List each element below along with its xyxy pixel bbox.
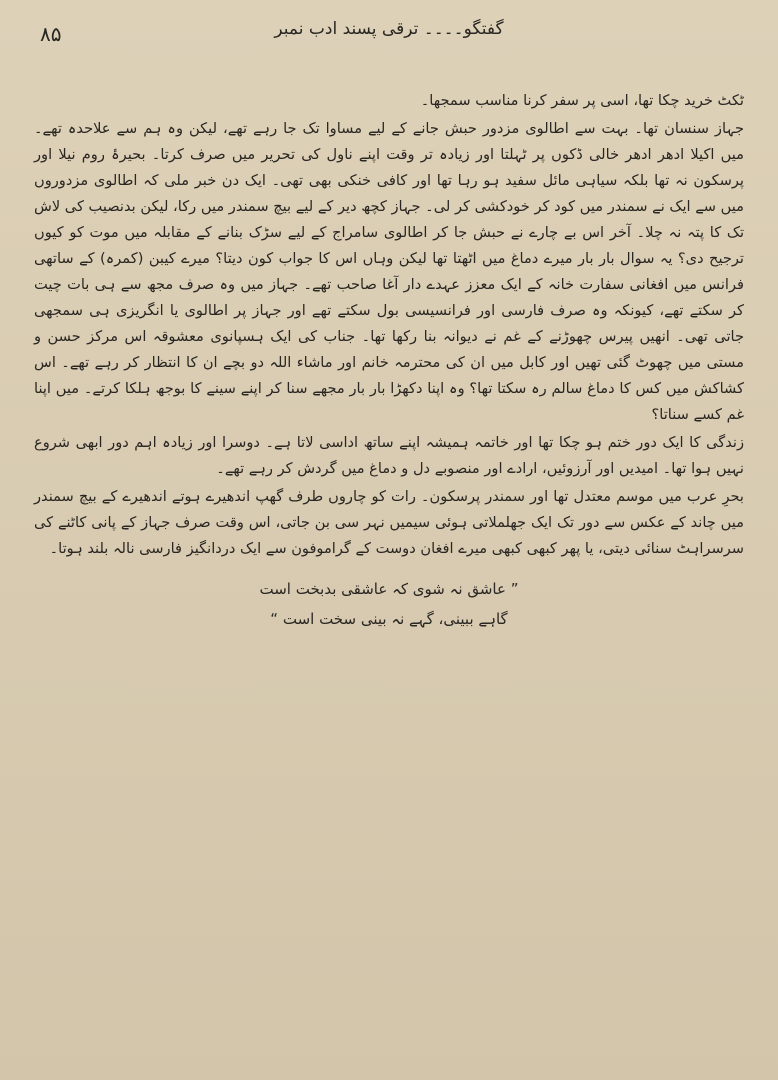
- page-header: [30, 12, 748, 52]
- paragraph: ٹکٹ خرید چکا تھا، اسی پر سفر کرنا مناسب سمجھا۔: [420, 92, 744, 109]
- verse-line: ” عاشق نہ شوی کہ عاشقی بدبخت است: [259, 580, 519, 598]
- paragraph: بحرِ عرب میں موسم معتدل تھا اور سمندر پرسکون۔ رات کو چاروں طرف گھپ اندھیرے ہوتے اندھیرے کے بیچ سمندر میں چاند کے عکس سے دور تک ایک جھلملاتی ہوئی سیمیں نہر سی بن جاتی، اس وقت صرف جہاز کے پانی کاٹنے کی سرسراہٹ سنائی دیتی، یا پھر کبھی کبھی میرے افغان دوست کے گراموفون سے ایک دردانگیز فارسی نالہ بلند ہوتا۔: [34, 488, 744, 557]
- running-head: گفتگو۔۔۔۔ ترقی پسند ادب نمبر: [274, 19, 504, 39]
- persian-couplet: [34, 574, 744, 634]
- page-number: ۸۵: [40, 22, 62, 46]
- paragraph: جہاز سنسان تھا۔ بہت سے اطالوی مزدور حبش جانے کے لیے مساوا تک جا رہے تھے، لیکن وہ ہم سے علاحدہ تھے۔ میں اکیلا ادھر ادھر خالی ڈکوں پر ٹہلتا اور زیادہ تر وقت اپنے ناول کی تحریر میں صرف کرتا۔ بحیرۂ روم نیلا اور پرسکون نہ تھا بلکہ سیاہی مائل سفید ہو رہا تھا اور کافی خنکی بھی تھی۔ ایک دن خبر ملی کہ اطالوی مزدوروں میں سے ایک نے سمندر میں کود کر خودکشی کر لی۔ جہاز کچھ دیر کے لیے بیچ سمندر میں رکا، لیکن بدنصیب کی لاش تک کا پتہ نہ چلا۔ آخر اس بے چارے نے حبش جا کر اطالوی سامراج کے لیے سڑک بنانے کے مقابلہ میں موت کو کیوں ترجیح دی؟ یہ سوال بار بار میرے دماغ میں اٹھتا تھا لیکن وہاں اس کا جواب کون دیتا؟ میرے کیبن (کمرہ) کے ساتھی فرانس میں افغانی سفارت خانہ کے ایک معزز عہدے دار آغا صاحب تھے۔ جہاز میں وہ صرف مجھ سے ہی بات چیت کر سکتے تھے، کیونکہ وہ صرف فارسی اور فرانسیسی بول سکتے تھے اور جہاز پر اطالوی یا انگریزی ہی سمجھی جاتی تھی۔ انھیں پیرس چھوڑنے کے غم نے دیوانہ بنا رکھا تھا۔ جناب کی ایک ہسپانوی معشوقہ اس مرکز حسن و مستی میں چھوٹ گئی تھیں اور کابل میں ان کی محترمہ خانم اور ماشاء اللہ دو بچے ان کا انتظار کر رہے تھے۔ اس کشاکش میں کس کا دماغ سالم رہ سکتا تھا؟ وہ اپنا دکھڑا بار بار مجھے سنا کر اپنے سینے کا بوجھ ہلکا کرتے۔ میں اپنا غم کسے سناتا؟: [34, 120, 744, 423]
- verse-line: گاہے ببینی، گہے نہ بینی سخت است “: [270, 610, 508, 628]
- paragraph: زندگی کا ایک دور ختم ہو چکا تھا اور خاتمہ ہمیشہ اپنے ساتھ اداسی لاتا ہے۔ دوسرا اور زیادہ اہم دور ابھی شروع نہیں ہوا تھا۔ امیدیں اور آرزوئیں، ارادے اور منصوبے دل و دماغ میں گردش کر رہے تھے۔: [34, 434, 744, 477]
- body-text: [34, 88, 744, 634]
